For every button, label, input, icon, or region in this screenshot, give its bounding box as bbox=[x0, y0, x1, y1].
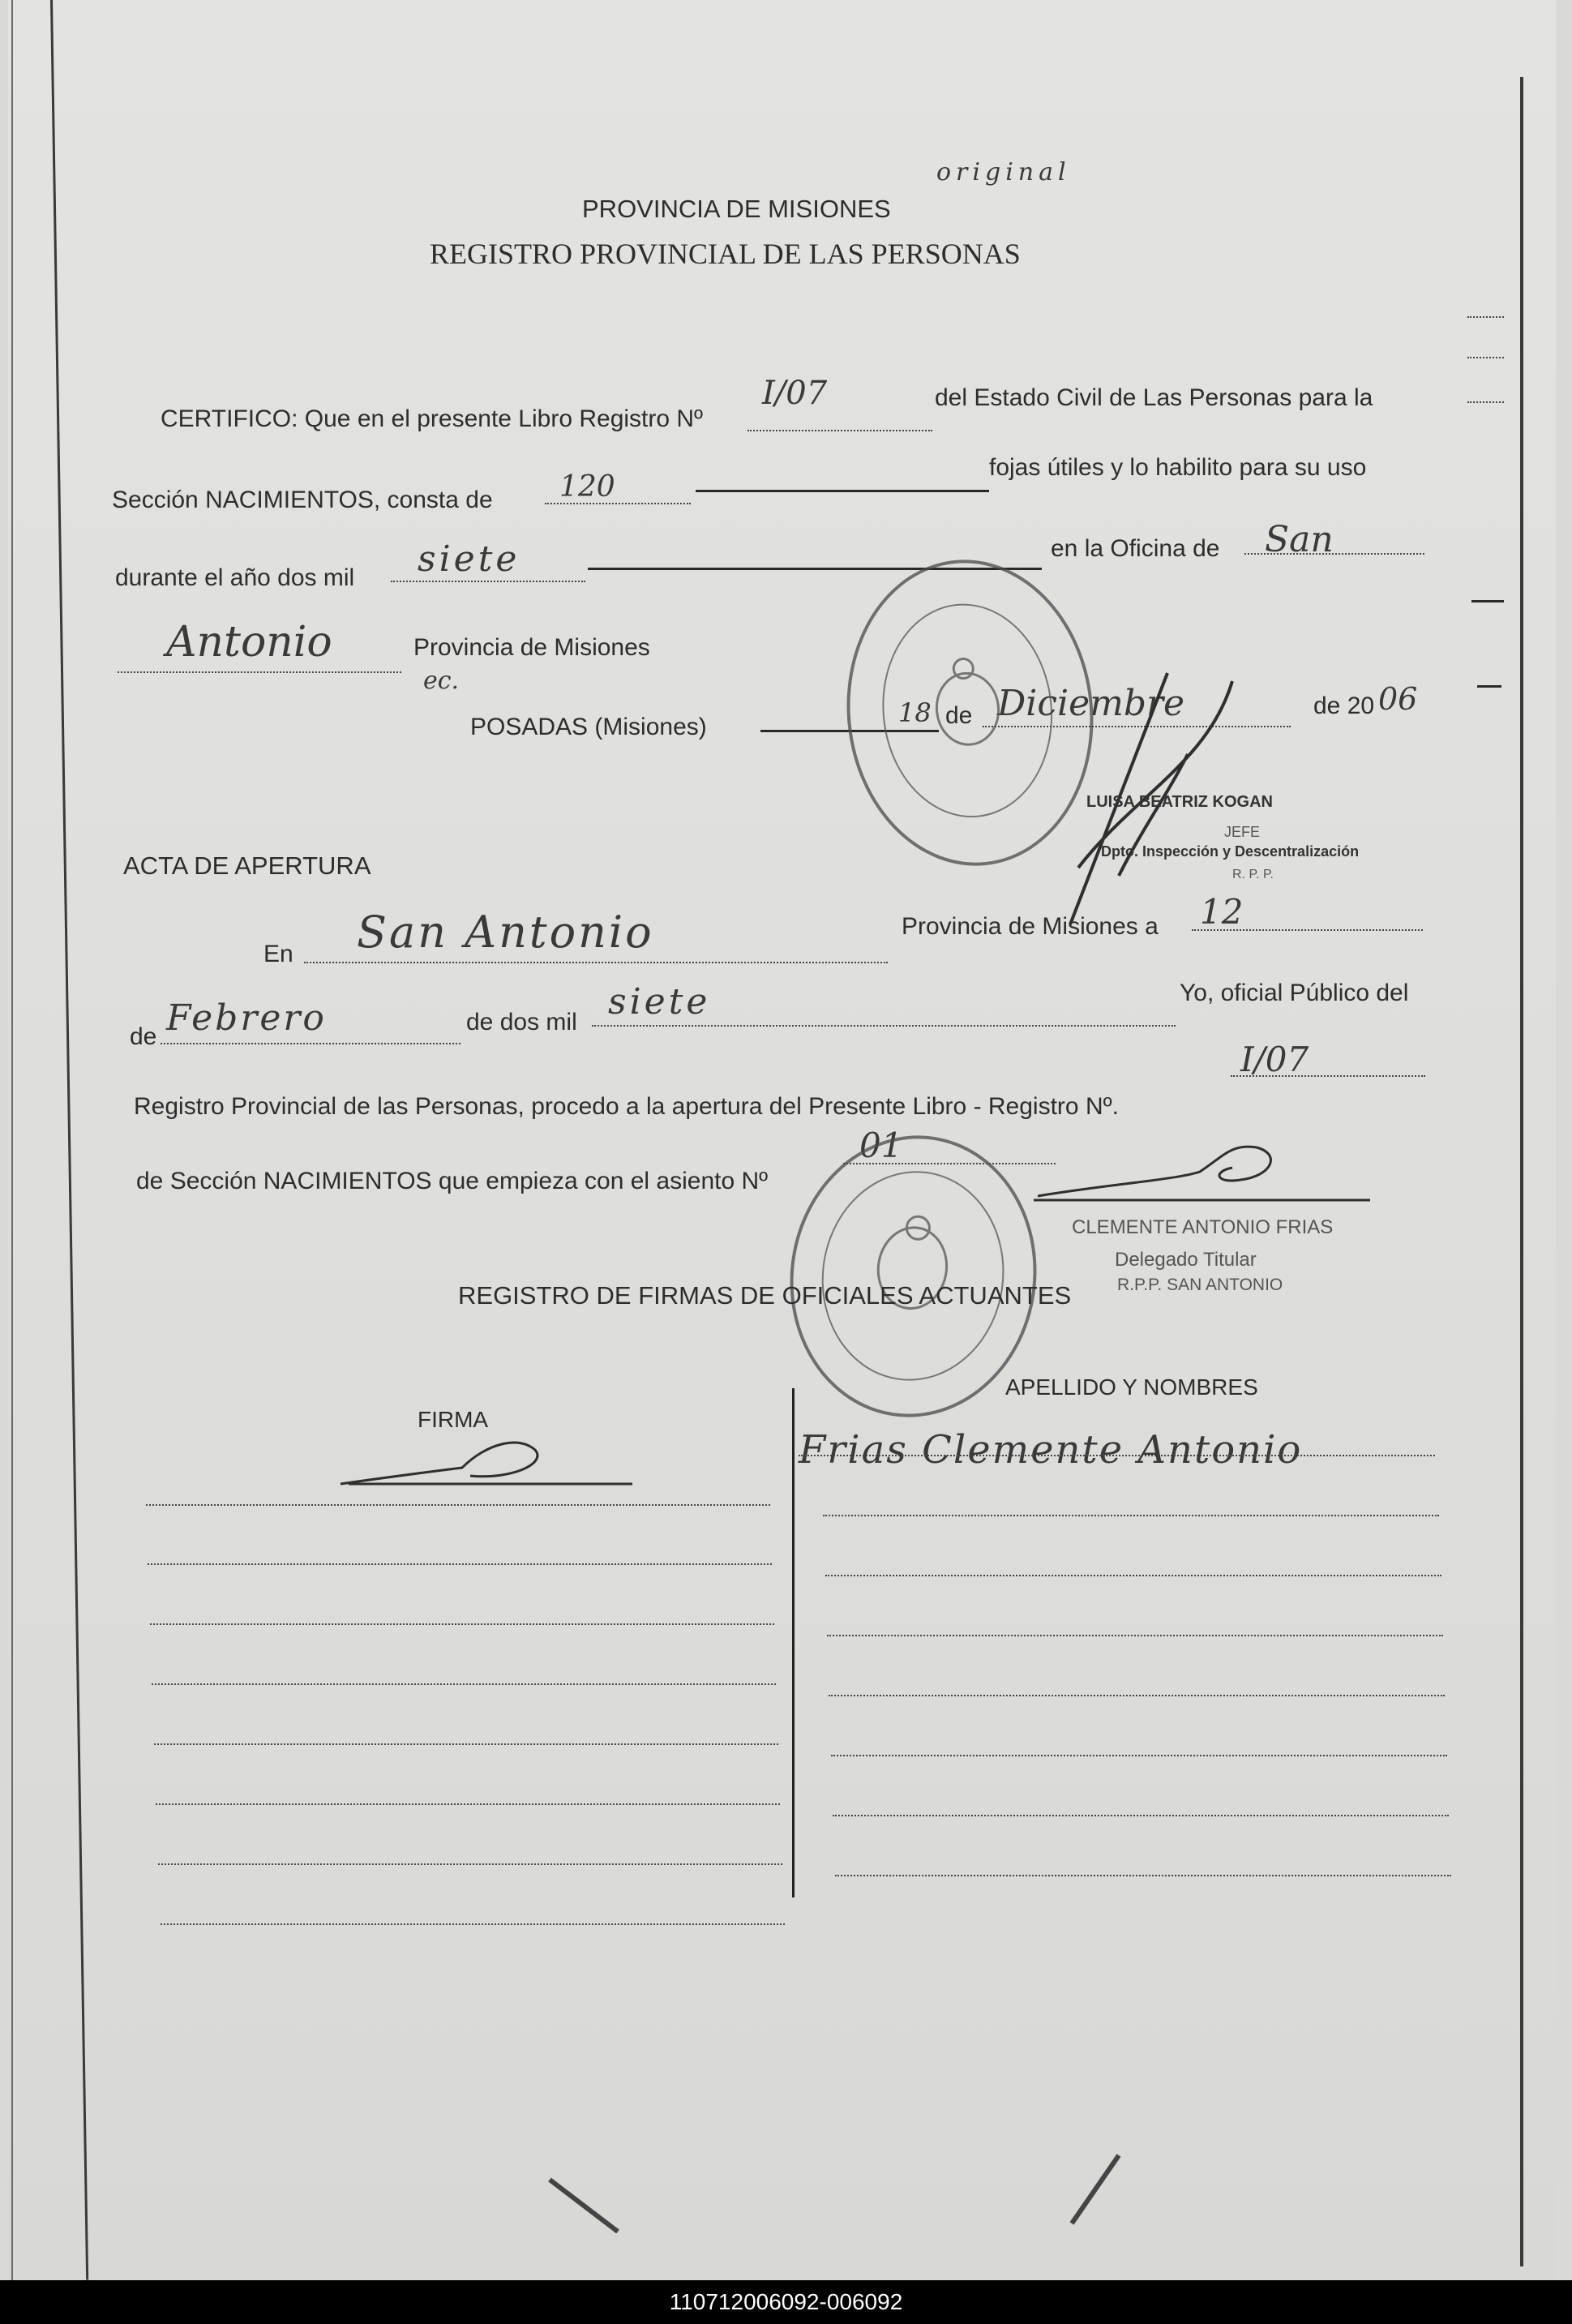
margin-mark bbox=[1467, 401, 1504, 403]
official-dept: Dpto. Inspección y Descentralización bbox=[1101, 843, 1360, 860]
firma-row-line bbox=[148, 1563, 772, 1565]
acta-line1-province: Provincia de Misiones a bbox=[902, 913, 1159, 940]
cert-year-suffix-handwritten: 06 bbox=[1378, 681, 1418, 717]
province-heading: PROVINCIA DE MISIONES bbox=[582, 195, 891, 223]
acta-month-dotline bbox=[161, 1043, 460, 1044]
margin-mark bbox=[1477, 685, 1501, 688]
official-title: JEFE bbox=[1224, 824, 1261, 840]
acta-place-dotline bbox=[304, 962, 888, 963]
acta-line4: de Sección NACIMIENTOS que empieza con el asiento Nº bbox=[136, 1168, 769, 1194]
column-divider bbox=[792, 1388, 795, 1897]
staple-mark-icon bbox=[543, 2173, 632, 2238]
cert-place-posadas: POSADAS (Misiones) bbox=[470, 714, 707, 740]
page-edge-left-outer bbox=[11, 0, 13, 2280]
cert-office-dotline-2 bbox=[118, 671, 401, 673]
signatures-title: REGISTRO DE FIRMAS DE OFICIALES ACTUANTES bbox=[458, 1281, 1072, 1310]
official-name: LUISA BEATRIZ KOGAN bbox=[1086, 793, 1273, 811]
margin-mark bbox=[1467, 316, 1504, 318]
column-firma: FIRMA bbox=[418, 1407, 489, 1432]
acta-line3: Registro Provincial de las Personas, procedo a la apertura del Presente Libro - Registro Nº. bbox=[134, 1093, 1119, 1120]
nombres-row-line bbox=[831, 1755, 1447, 1756]
acta-entry-handwritten: 01 bbox=[859, 1126, 903, 1165]
handwritten-original-note: original bbox=[936, 158, 1071, 187]
acta-line2-oficial: Yo, oficial Público del bbox=[1180, 980, 1409, 1006]
cert-line3-suffix: en la Oficina de bbox=[1051, 535, 1220, 562]
acta-line2-dosmil: de dos mil bbox=[466, 1009, 577, 1036]
acta-place-handwritten: San Antonio bbox=[357, 907, 654, 958]
document-id-footer: 110712006092-006092 bbox=[0, 2280, 1572, 2324]
acta-day-handwritten: 12 bbox=[1200, 892, 1244, 932]
nombres-row-line bbox=[827, 1635, 1443, 1636]
column-apellido-nombres: APELLIDO Y NOMBRES bbox=[1005, 1374, 1258, 1400]
cert-handwritten-note: ec. bbox=[423, 667, 460, 695]
registry-heading: REGISTRO PROVINCIAL DE LAS PERSONAS bbox=[430, 238, 1021, 270]
cert-de-label: de bbox=[945, 702, 973, 729]
cert-pages-handwritten: 120 bbox=[559, 470, 615, 504]
nombres-handwritten: Frias Clemente Antonio bbox=[799, 1427, 1303, 1473]
official-abbr: R. P. P. bbox=[1232, 868, 1274, 881]
cert-line2-suffix: fojas útiles y lo habilito para su uso bbox=[989, 454, 1367, 481]
margin-mark bbox=[1471, 600, 1504, 602]
margin-mark bbox=[1467, 357, 1504, 358]
cert-line1-suffix: del Estado Civil de Las Personas para la bbox=[935, 384, 1373, 411]
nombres-row-line bbox=[823, 1515, 1439, 1516]
delegate-name: CLEMENTE ANTONIO FRIAS bbox=[1072, 1216, 1334, 1238]
firma-row-line bbox=[152, 1683, 776, 1685]
cert-year-prefix: de 20 bbox=[1313, 692, 1375, 719]
staple-mark-icon bbox=[1062, 2149, 1127, 2230]
firma-row-line bbox=[158, 1863, 782, 1865]
nombres-row-line bbox=[829, 1695, 1445, 1696]
acta-line2-de: de bbox=[130, 1023, 157, 1050]
acta-title: ACTA DE APERTURA bbox=[123, 851, 371, 880]
firma-row-line bbox=[156, 1803, 780, 1805]
nombres-row-line bbox=[833, 1815, 1449, 1816]
nombres-row-line bbox=[825, 1575, 1441, 1576]
firma-row-line bbox=[154, 1743, 778, 1745]
acta-year-handwritten: siete bbox=[608, 981, 711, 1023]
acta-year-dotline bbox=[592, 1025, 1176, 1027]
firma-row-line bbox=[150, 1623, 774, 1625]
cert-line3-prefix: durante el año dos mil bbox=[115, 564, 355, 591]
firma-signature-icon bbox=[332, 1435, 640, 1500]
firma-row-line bbox=[146, 1504, 770, 1506]
acta-month-handwritten: Febrero bbox=[166, 997, 327, 1039]
cert-office-handwritten-1: San bbox=[1265, 519, 1334, 560]
cert-month-handwritten: Diciembre bbox=[997, 683, 1185, 724]
delegate-signature-icon bbox=[1030, 1139, 1370, 1212]
cert-year-handwritten: siete bbox=[418, 538, 520, 580]
page-edge-right bbox=[1520, 77, 1523, 2266]
cert-line4-province: Provincia de Misiones bbox=[413, 634, 650, 661]
cert-office-handwritten-2: Antonio bbox=[166, 618, 332, 667]
cert-book-dotline bbox=[747, 430, 932, 431]
delegate-title: Delegado Titular bbox=[1115, 1249, 1257, 1271]
cert-pages-solid-line bbox=[696, 490, 989, 492]
acta-book-handwritten: I/07 bbox=[1240, 1040, 1309, 1079]
cert-day-handwritten: 18 bbox=[898, 697, 932, 728]
nombres-row-line bbox=[799, 1455, 1435, 1456]
delegate-office: R.P.P. SAN ANTONIO bbox=[1117, 1276, 1283, 1294]
cert-line2-prefix: Sección NACIMIENTOS, consta de bbox=[112, 487, 493, 513]
cert-line1-prefix: CERTIFICO: Que en el presente Libro Registro Nº bbox=[161, 405, 704, 432]
nombres-row-line bbox=[835, 1875, 1451, 1876]
cert-year-dotline bbox=[391, 581, 585, 582]
acta-line1-en: En bbox=[263, 941, 293, 967]
firma-row-line bbox=[161, 1923, 785, 1925]
cert-book-number-handwritten: I/07 bbox=[762, 375, 828, 412]
